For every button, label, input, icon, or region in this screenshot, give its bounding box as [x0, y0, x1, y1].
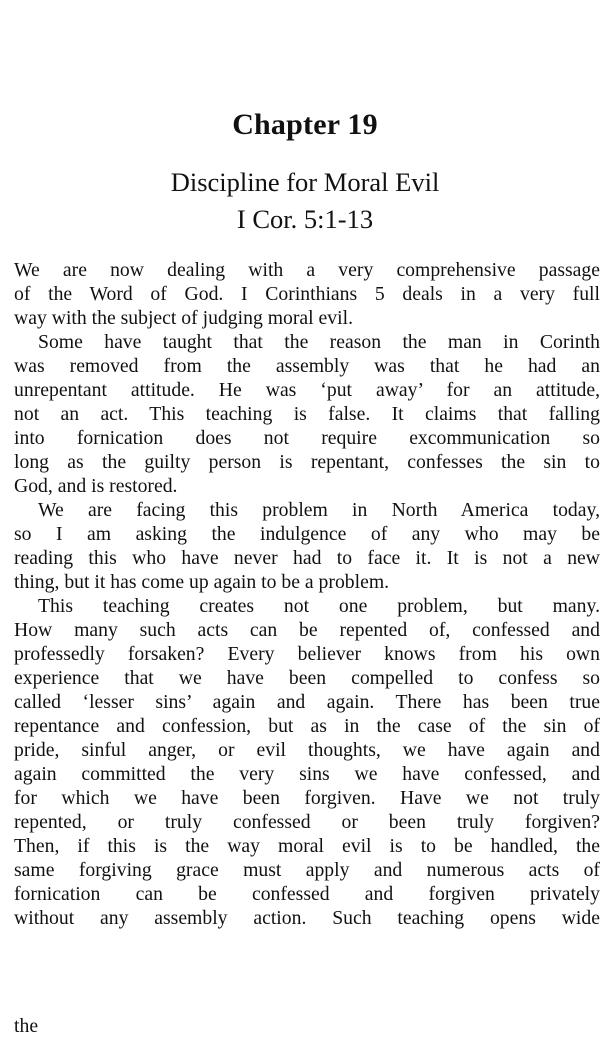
text-line: pride, sinful anger, or evil thoughts, we have again and	[14, 739, 600, 761]
text-line: God, and is restored.	[14, 475, 178, 497]
text-line: for which we have been forgiven. Have we not truly	[14, 787, 600, 809]
text-line: unrepentant attitude. He was ‘put away’ for an attitude,	[14, 379, 600, 401]
text-line: repented, or truly confessed or been truly forgiven?	[14, 811, 600, 833]
text-line: of the Word of God. I Corinthians 5 deals in a very full	[14, 283, 600, 305]
text-line: Some have taught that the reason the man in Corinth	[38, 331, 600, 353]
text-line: experience that we have been compelled to confess so	[14, 667, 600, 689]
text-line: not an act. This teaching is false. It claims that falling	[14, 403, 600, 425]
text-line: without any assembly action. Such teaching opens wide	[14, 907, 600, 929]
text-line: long as the guilty person is repentant, confesses the sin to	[14, 451, 600, 473]
text-line: We are facing this problem in North America today,	[38, 499, 600, 521]
chapter-subtitle: Discipline for Moral Evil	[170, 167, 440, 197]
text-line: same forgiving grace must apply and numerous acts of	[14, 859, 600, 881]
text-line: Then, if this is the way moral evil is to be handled, the	[14, 835, 600, 857]
scripture-reference: I Cor. 5:1-13	[236, 204, 374, 234]
text-line: fornication can be confessed and forgiven privately	[14, 883, 600, 905]
text-line: repentance and confession, but as in the case of the sin of	[14, 715, 600, 737]
text-line: professedly forsaken? Every believer knows from his own	[14, 643, 600, 665]
text-line: We are now dealing with a very comprehensive passage	[14, 259, 600, 281]
text-line: thing, but it has come up again to be a problem.	[14, 571, 390, 593]
text-line: into fornication does not require excommunication so	[14, 427, 600, 449]
text-line: This teaching creates not one problem, but many.	[38, 595, 600, 617]
text-line-partial: the	[14, 1015, 39, 1037]
text-line: was removed from the assembly was that he had an	[14, 355, 600, 377]
text-line: way with the subject of judging moral evil.	[14, 307, 353, 329]
text-line: How many such acts can be repented of, confessed and	[14, 619, 600, 641]
text-line: reading this who have never had to face it. It is not a new	[14, 547, 600, 569]
text-line: so I am asking the indulgence of any who may be	[14, 523, 600, 545]
text-line: again committed the very sins we have confessed, and	[14, 763, 600, 785]
chapter-title: Chapter 19	[232, 108, 378, 141]
text-line: called ‘lesser sins’ again and again. There has been true	[14, 691, 600, 713]
